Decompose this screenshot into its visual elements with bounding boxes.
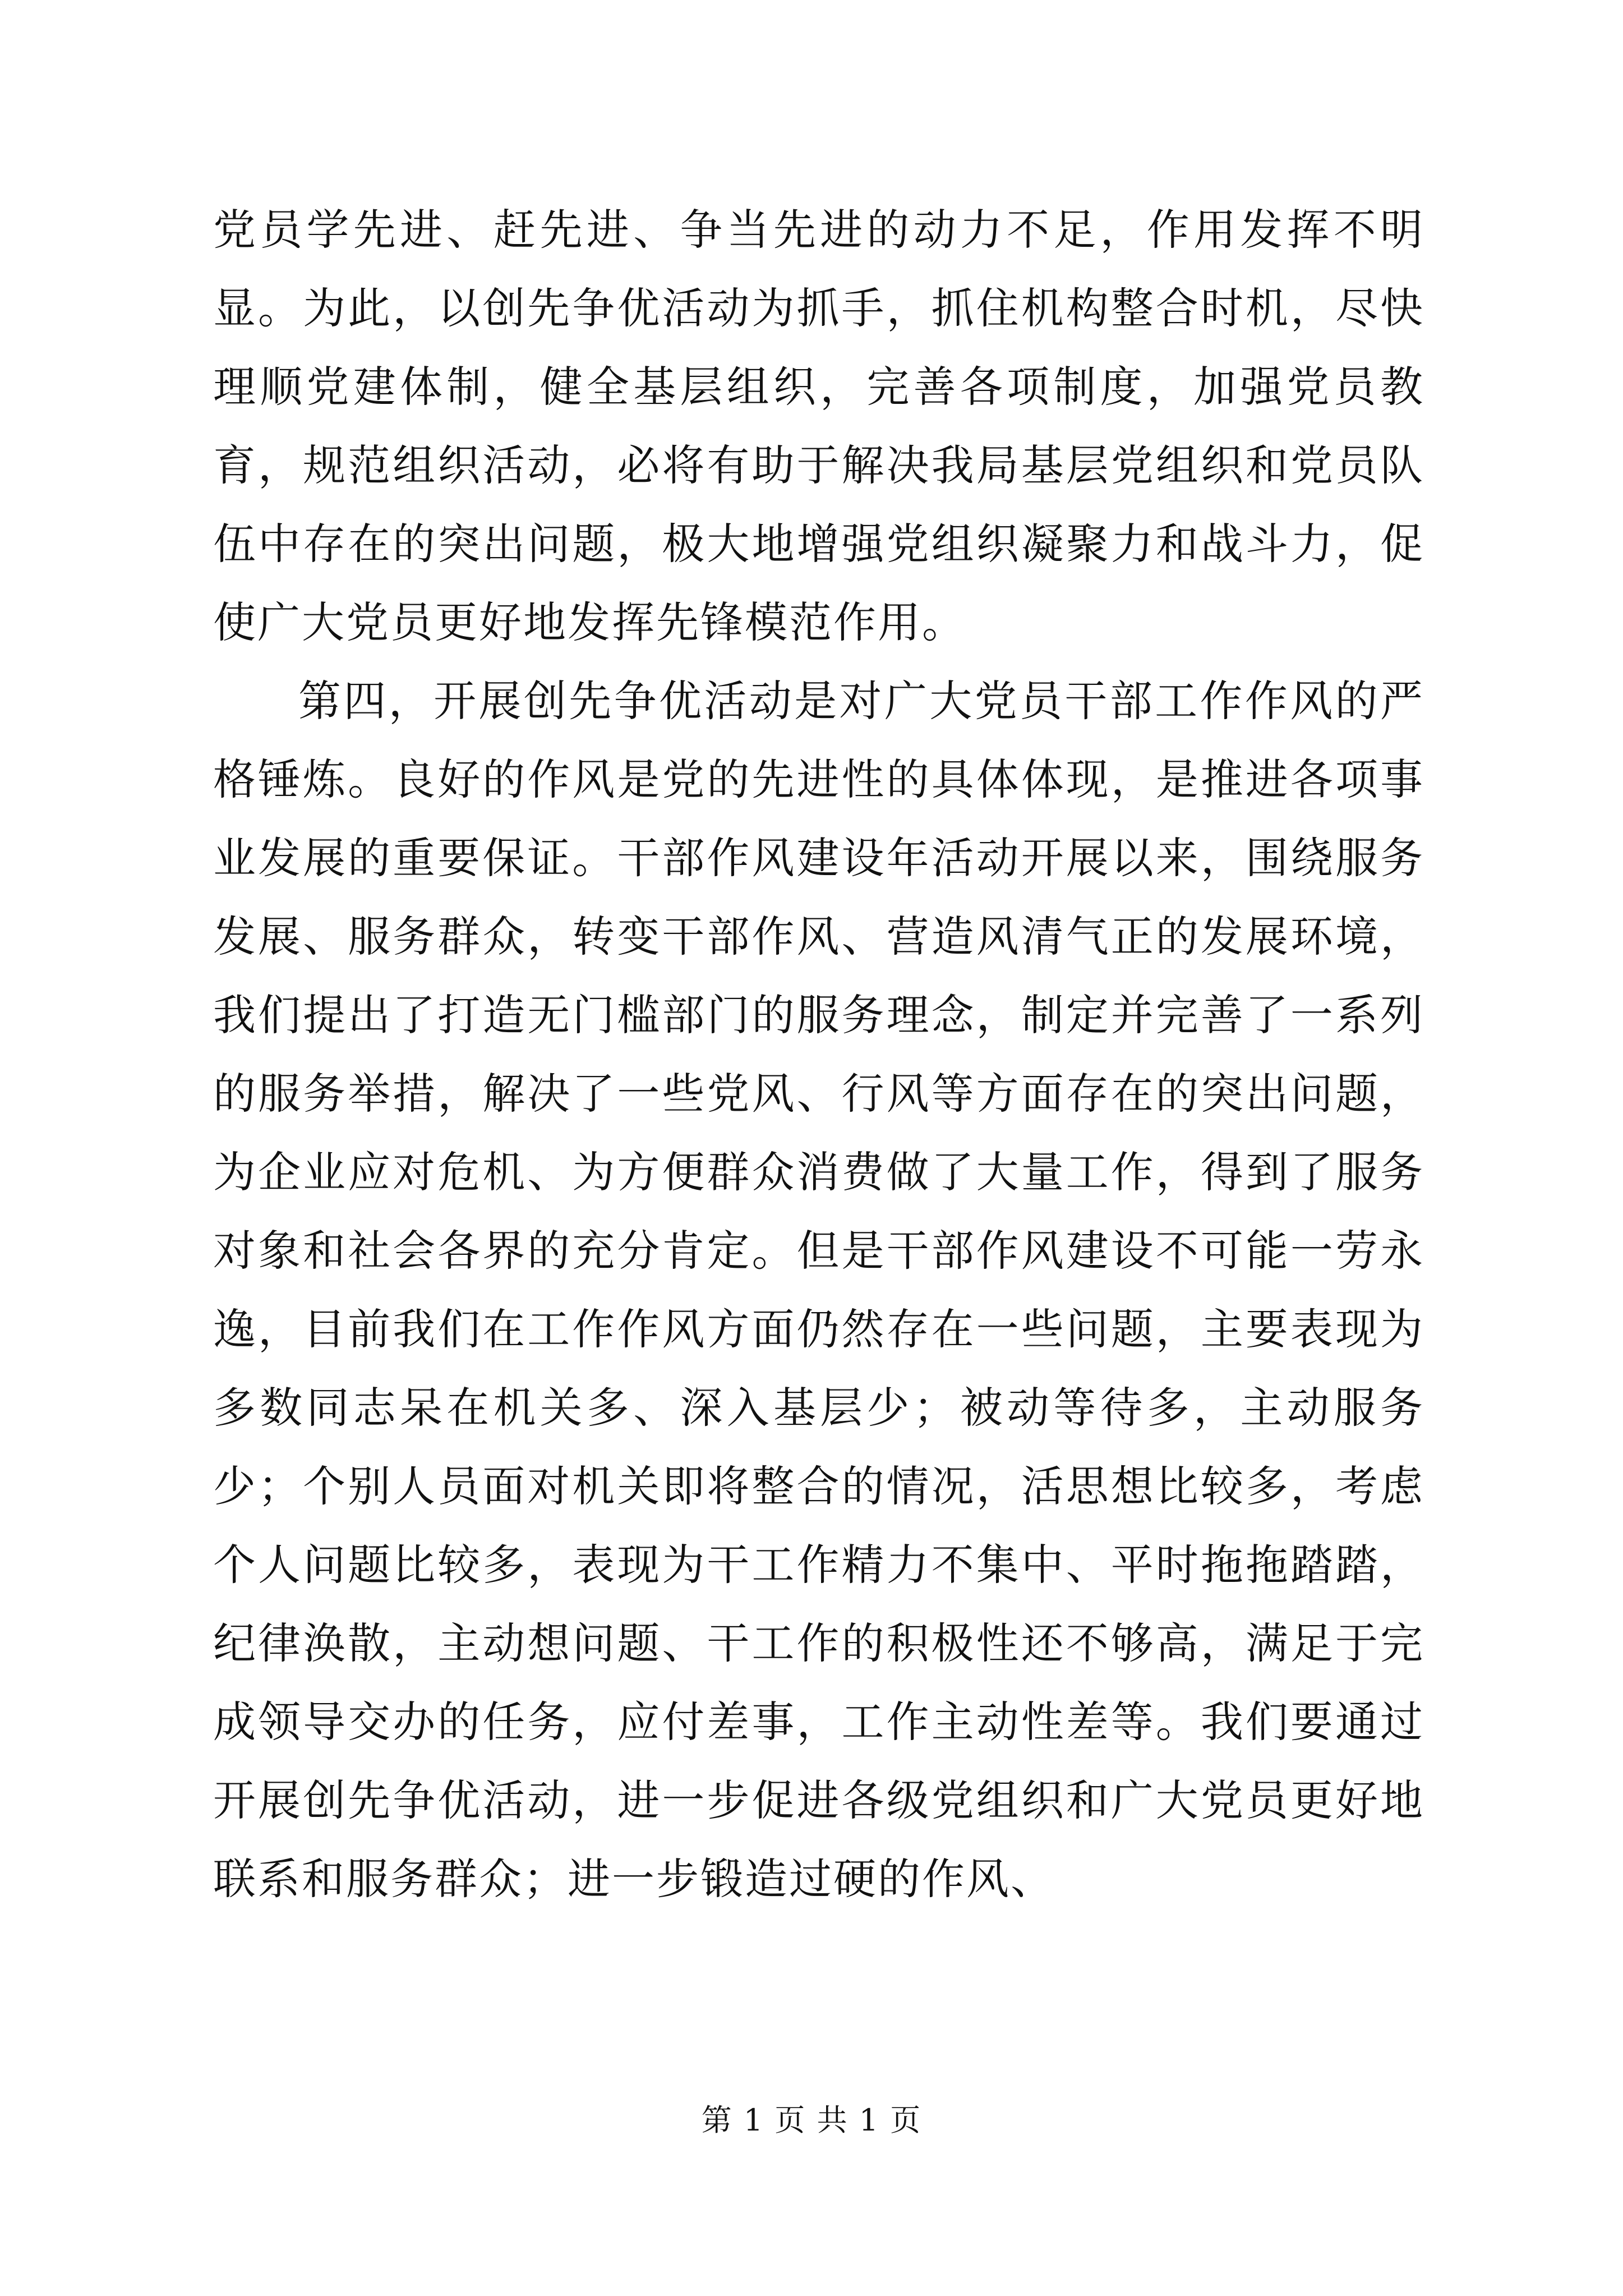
paragraph-fourth-point: 第四，开展创先争优活动是对广大党员干部工作作风的严格锤炼。良好的作风是党的先进性的具体体现，是推进各项事业发展的重要保证。干部作风建设年活动开展以来，围绕服务发展、服务群众，转变干部作风、营造风清气正的发展环境，我们提出了打造无门槛部门的服务理念，制定并完善了一系列的服务举措，解决了一些党风、行风等方面存在的突出问题，为企业应对危机、为方便群众消费做了大量工作，得到了服务对象和社会各界的充分肯定。但是干部作风建设不可能一劳永逸，目前我们在工作作风方面仍然存在一些问题，主要表现为多数同志呆在机关多、深入基层少；被动等待多，主动服务少；个别人员面对机关即将整合的情况，活思想比较多，考虑个人问题比较多，表现为干工作精力不集中、平时拖拖踏踏，纪律涣散，主动想问题、干工作的积极性还不够高，满足于完成领导交办的任务，应付差事，工作主动性差等。我们要通过开展创先争优活动，进一步促进各级党组织和广大党员更好地联系和服务群众；进一步锻造过硬的作风、 xyxy=(213,676,1424,1904)
paragraph-continuation: 党员学先进、赶先进、争当先进的动力不足，作用发挥不明显。为此，以创先争优活动为抓手，抓住机构整合时机，尽快理顺党建体制，健全基层组织，完善各项制度，加强党员教育，规范组织活动，必将有助于解决我局基层党组织和党员队伍中存在的突出问题，极大地增强党组织凝聚力和战斗力，促使广大党员更好地发挥先锋模范作用。 xyxy=(213,205,1424,647)
document-body xyxy=(213,191,1424,1918)
page-footer: 第 1 页 共 1 页 xyxy=(701,2102,922,2138)
